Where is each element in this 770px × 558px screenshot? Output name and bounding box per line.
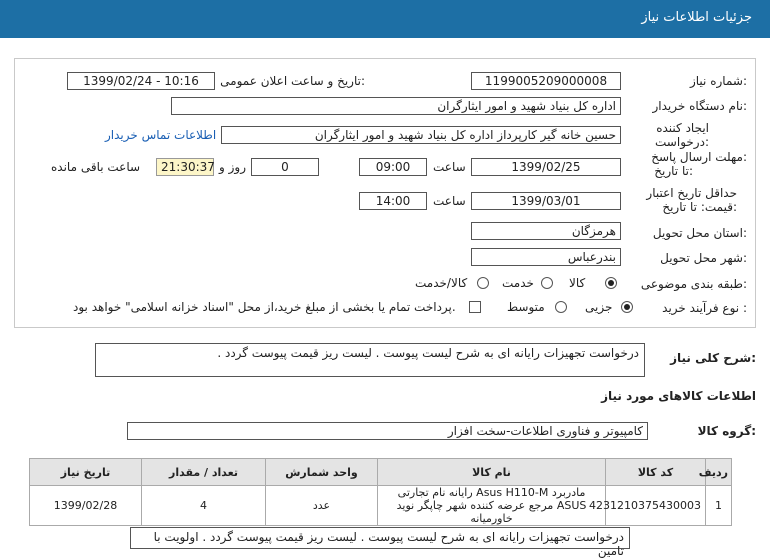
validity-label-line2: قیمت: تا تاریخ: xyxy=(662,200,737,214)
cell-name: مادربرد Asus H110-M رایانه نام تجارتی ASUS مرجع عرضه کننده شهر چاپگر نوید خاورمیانه xyxy=(378,486,606,526)
col-unit-header: واحد شمارش xyxy=(266,459,378,486)
buyer-contact-link[interactable]: اطلاعات تماس خریدار xyxy=(105,128,217,142)
need-number-field[interactable]: 1199005209000008 xyxy=(471,72,621,90)
creator-label-line2: درخواست: xyxy=(655,135,709,149)
need-details-panel xyxy=(14,58,756,328)
cell-code: 4231210375430003 xyxy=(606,486,706,526)
cell-date: 1399/02/28 xyxy=(30,486,142,526)
remaining-label: ساعت باقی مانده xyxy=(51,160,141,174)
treasury-bonds-checkbox[interactable] xyxy=(469,301,481,313)
goods-group-label: گروه کالا: xyxy=(697,424,756,438)
validity-label-line1: حداقل تاریخ اعتبار xyxy=(646,186,737,200)
announce-datetime-field[interactable]: 1399/02/24 - 10:16 xyxy=(67,72,215,90)
col-code-header: کد کالا xyxy=(606,459,706,486)
deadline-label-line1: مهلت ارسال پاسخ: xyxy=(651,150,747,164)
days-remaining-field[interactable]: 0 xyxy=(251,158,319,176)
page-header xyxy=(0,0,770,38)
validity-time-field[interactable]: 14:00 xyxy=(359,192,427,210)
deadline-label-line2: تا تاریخ: xyxy=(654,164,693,178)
category-option-service: خدمت xyxy=(502,276,534,290)
goods-table-header xyxy=(30,459,732,486)
table-row[interactable] xyxy=(30,486,732,526)
bottom-note-field[interactable]: درخواست تجهیزات رایانه ای به شرح لیست پیوست . لیست ریز قیمت پیوست گردد . اولویت با تامین xyxy=(130,527,630,549)
cell-qty: 4 xyxy=(142,486,266,526)
process-option-partial: جزیی xyxy=(585,300,613,314)
page-title: جزئیات اطلاعات نیاز xyxy=(641,10,752,25)
category-option-goods-service: کالا/خدمت xyxy=(415,276,468,290)
validity-date-field[interactable]: 1399/03/01 xyxy=(471,192,621,210)
col-date-header: تاریخ نیاز xyxy=(30,459,142,486)
category-radio-goods[interactable] xyxy=(605,277,617,289)
creator-label-line1: ایجاد کننده xyxy=(656,121,709,135)
deadline-time-field[interactable]: 09:00 xyxy=(359,158,427,176)
city-field[interactable]: بندرعباس xyxy=(471,248,621,266)
category-label: طبقه بندی موضوعی: xyxy=(640,277,747,291)
cell-unit: عدد xyxy=(266,486,378,526)
validity-time-label: ساعت xyxy=(433,194,466,208)
process-radio-medium[interactable] xyxy=(555,301,567,313)
category-option-goods: کالا xyxy=(569,276,586,290)
goods-table xyxy=(29,458,732,526)
buyer-label: نام دستگاه خریدار: xyxy=(652,99,747,113)
days-label: روز و xyxy=(219,160,246,174)
announce-datetime-label: تاریخ و ساعت اعلان عمومی: xyxy=(220,74,365,88)
province-field[interactable]: هرمزگان xyxy=(471,222,621,240)
category-radio-goods-service[interactable] xyxy=(477,277,489,289)
buyer-field[interactable]: اداره کل بنیاد شهید و امور ایثارگران xyxy=(171,97,621,115)
col-name-header: نام کالا xyxy=(378,459,606,486)
col-qty-header: تعداد / مقدار xyxy=(142,459,266,486)
goods-group-field[interactable]: کامپیوتر و فناوری اطلاعات-سخت افزار xyxy=(127,422,648,440)
category-radio-service[interactable] xyxy=(541,277,553,289)
treasury-bonds-note: پرداخت تمام یا بخشی از مبلغ خرید،از محل "اسناد خزانه اسلامی" خواهد بود. xyxy=(73,300,456,314)
cell-row: 1 xyxy=(706,486,732,526)
creator-field[interactable]: حسین خانه گیر کارپرداز اداره کل بنیاد شهید و امور ایثارگران xyxy=(221,126,621,144)
process-option-medium: متوسط xyxy=(507,300,545,314)
province-label: استان محل تحویل: xyxy=(652,226,747,240)
col-row-header: ردیف xyxy=(706,459,732,486)
process-radio-partial[interactable] xyxy=(621,301,633,313)
city-label: شهر محل تحویل: xyxy=(660,251,747,265)
deadline-date-field[interactable]: 1399/02/25 xyxy=(471,158,621,176)
summary-label: شرح کلی نیاز: xyxy=(670,351,756,365)
remaining-time-field: 21:30:37 xyxy=(156,158,214,176)
summary-field[interactable]: درخواست تجهیزات رایانه ای به شرح لیست پیوست . لیست ریز قیمت پیوست گردد . xyxy=(95,343,645,377)
process-label: نوع فرآیند خرید : xyxy=(662,301,747,315)
goods-section-title: اطلاعات کالاهای مورد نیاز xyxy=(601,389,756,403)
need-number-label: شماره نیاز: xyxy=(689,74,747,88)
deadline-time-label: ساعت xyxy=(433,160,466,174)
